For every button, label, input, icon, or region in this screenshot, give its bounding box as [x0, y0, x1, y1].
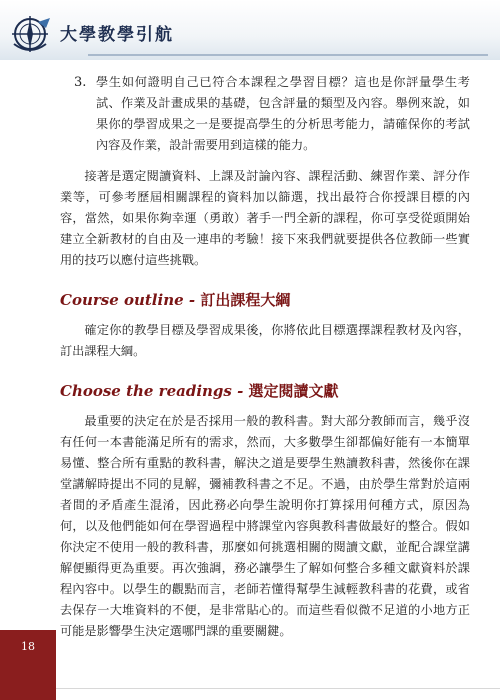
header-divider: [88, 54, 488, 56]
list-item-text: 學生如何證明自己已符合本課程之學習目標？這也是你評量學生考試、作業及計畫成果的基礎，包含評量的類型及內容。舉例來說，如果你的學習成果之一是要提高學生的分析思考能力，請確保你的考試內容及作業，設計需要用到這樣的能力。: [96, 75, 470, 152]
compass-anchor-logo-icon: [8, 14, 56, 56]
section-body-choose-readings: 最重要的決定在於是否採用一般的教科書。對大部分教師而言，幾乎沒有任何一本書能滿足所有的需求，然而，大多數學生卻都偏好能有一本簡單易懂、整合所有重點的教科書，解決之道是要學生熟讀教科書，然後你在課堂講解時提出不同的見解，彌補教科書之不足。不過，由於學生常對於這兩者間的矛盾產生混淆，因此務必向學生說明你打算採用何種方式，原因為何，以及他們能如何在學習過程中將課堂內容與教科書做最好的整合。假如你決定不使用一般的教科書，那麼如何挑選相關的閱讀文獻，並配合課堂講解便顯得更為重要。再次強調，務必讓學生了解如何整合多種文獻資料於課程內容中。以學生的觀點而言，老師若懂得幫學生減輕教科書的花費，或省去保存一大堆資料的不便，是非常貼心的。而這些看似微不足道的小地方正可能是影響學生決定選哪門課的重要關鍵。: [60, 414, 470, 638]
section-heading-en: Course outline -: [60, 291, 196, 309]
section-heading-en: Choose the readings -: [60, 382, 244, 400]
intro-paragraph: 接著是選定閱讀資料、上課及討論內容、課程活動、練習作業、評分作業等，可參考歷屆相關課程的資料加以篩選，找出最符合你授課目標的內容，當然，如果你夠幸運（勇敢）著手一門全新的課程，你可享受從頭開始建立全新教材的自由及一連串的考驗！接下來我們就要提供各位教師一些實用的技巧以應付這些挑戰。: [60, 169, 470, 267]
section-heading-zh: 訂出課程大綱: [200, 291, 291, 309]
page-content: [60, 72, 470, 660]
section-body-course-outline: 確定你的教學目標及學習成果後，你將依此目標選擇課程教材及內容，訂出課程大綱。: [60, 323, 470, 358]
section-heading-zh: 選定閱讀文獻: [248, 382, 339, 400]
footer-divider: [56, 688, 500, 689]
section-heading-choose-readings: [60, 380, 470, 401]
list-item-number: 3.: [74, 75, 87, 90]
section-heading-course-outline: [60, 289, 470, 310]
header-title: 大學教學引航: [60, 25, 174, 45]
page-number: 18: [21, 640, 35, 653]
list-item: [60, 72, 470, 156]
